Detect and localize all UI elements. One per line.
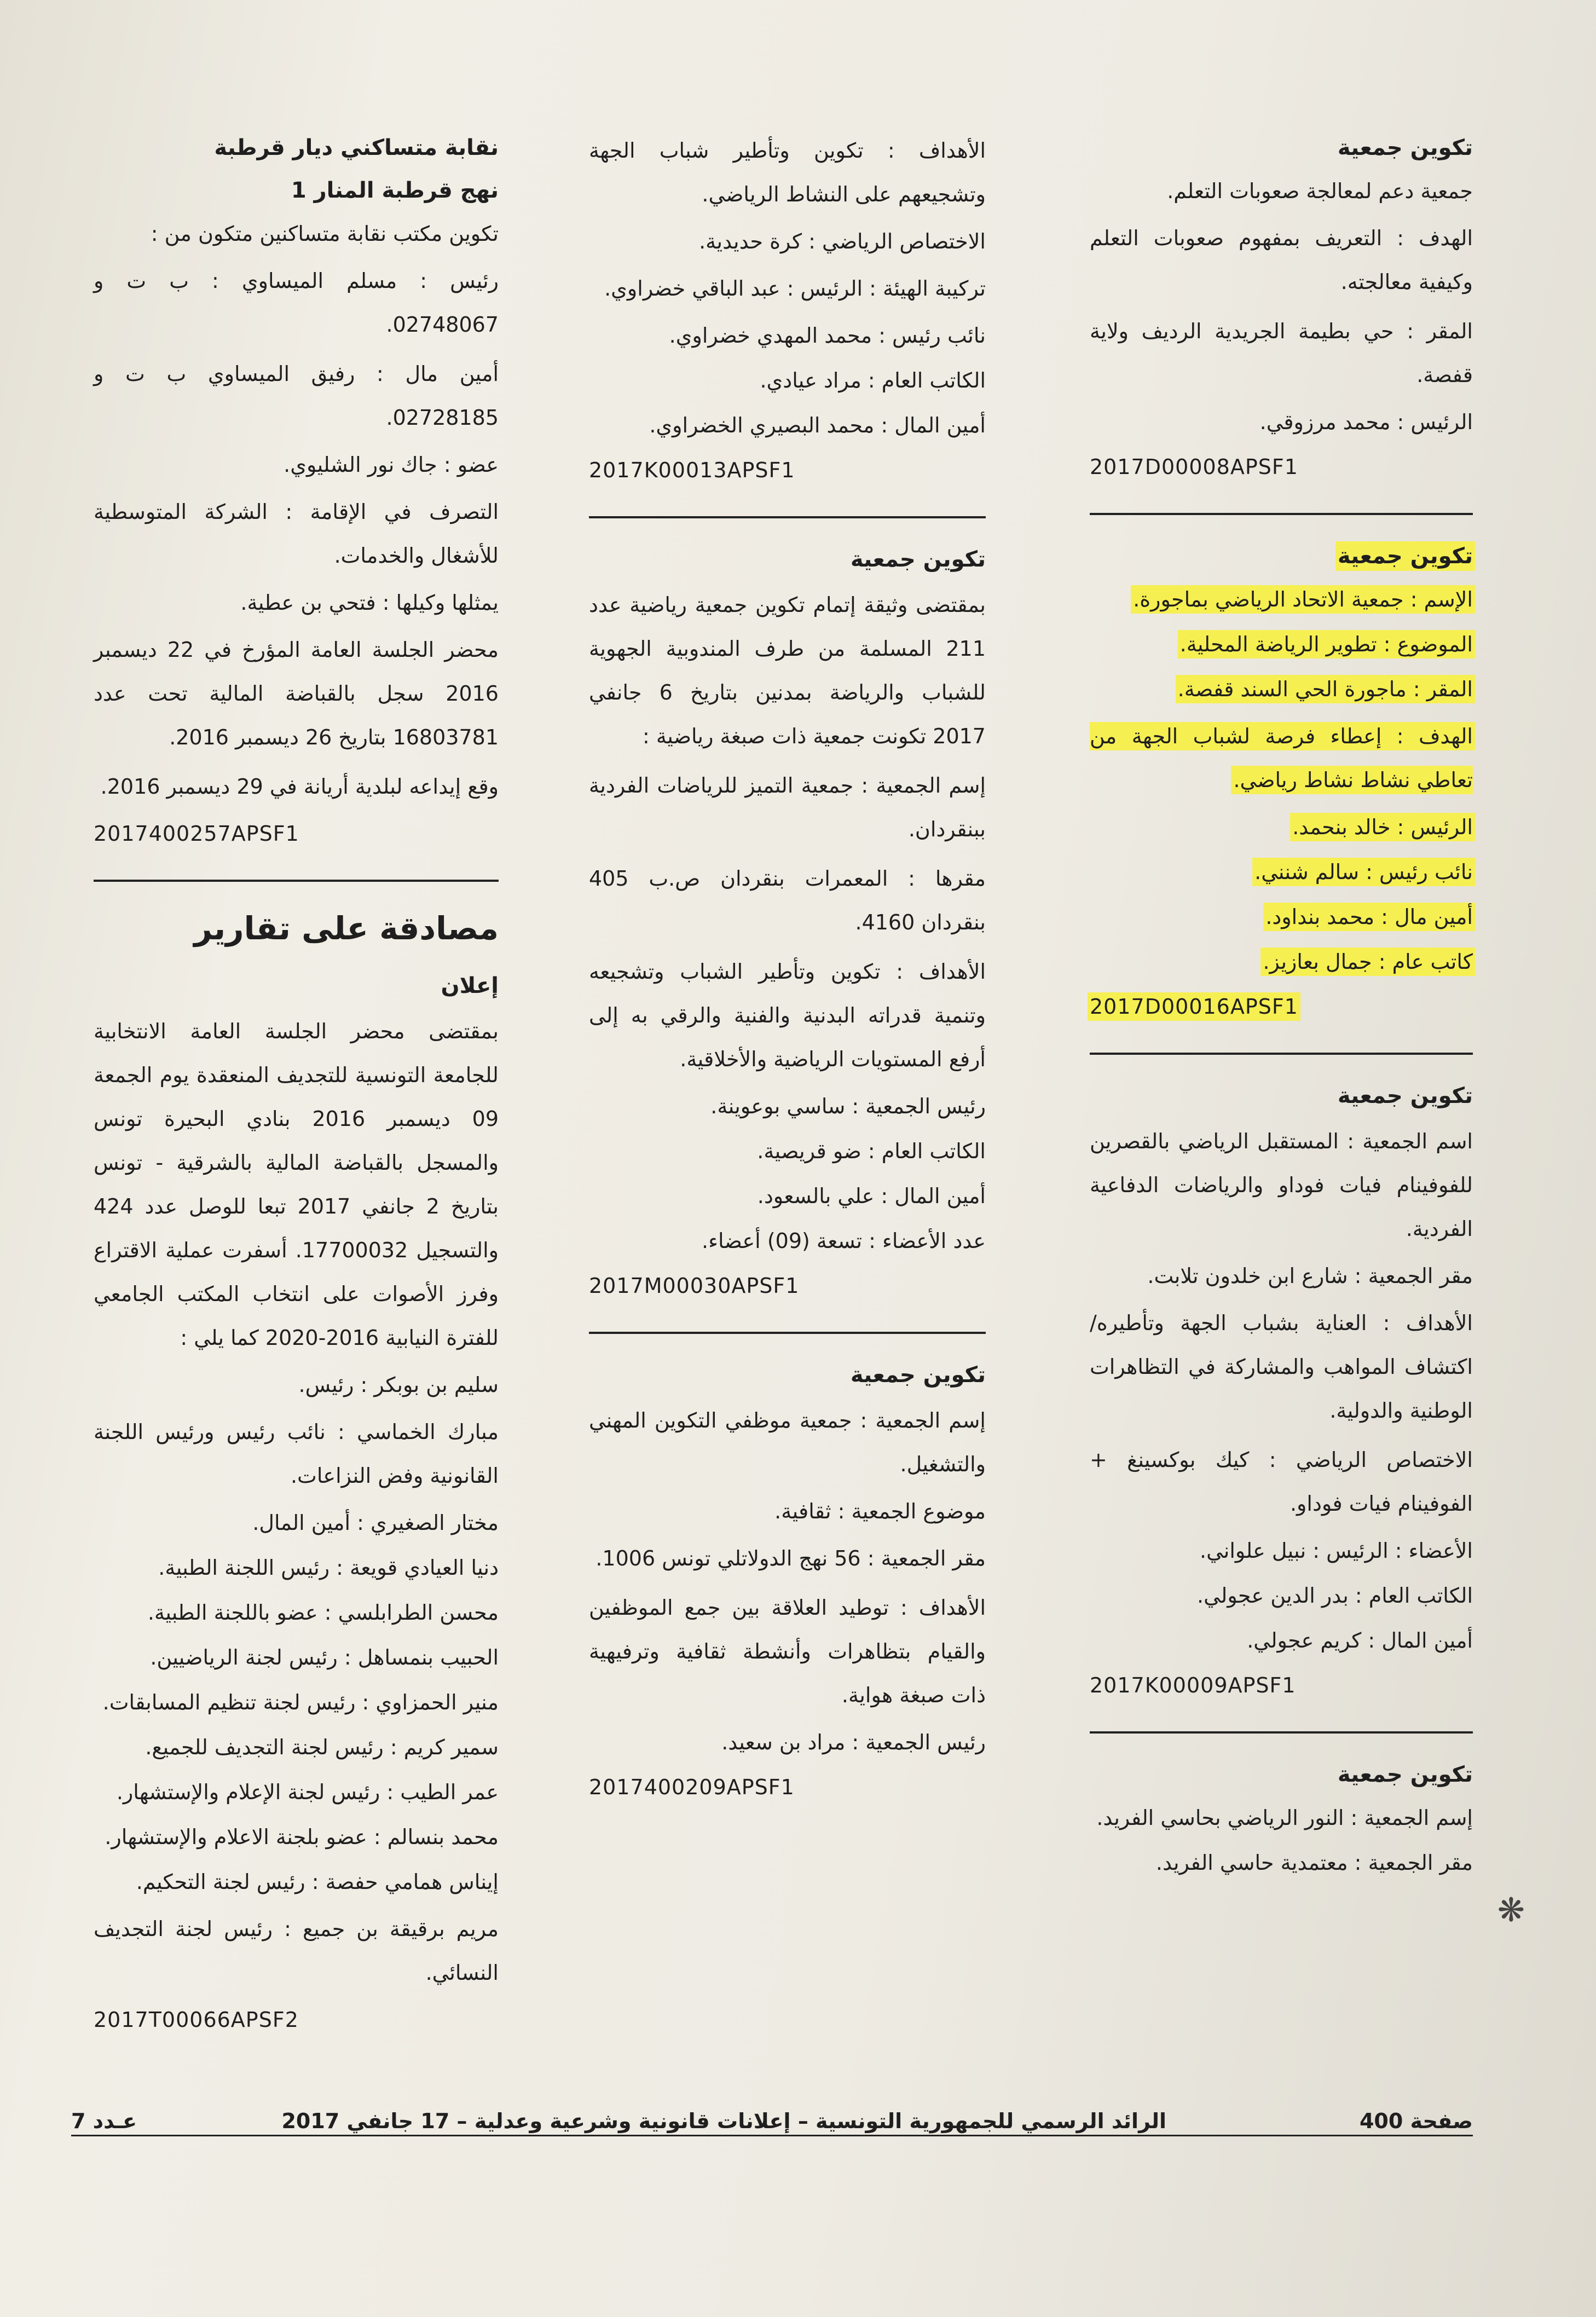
list-item: محمد بنسالم : عضو بلجنة الاعلام والإستشهار. <box>105 1825 499 1849</box>
list-item: سمير كريم : رئيس لجنة التجديف للجميع. <box>145 1735 499 1759</box>
association-name: إسم الجمعية : جمعية التميز للرياضات الفردية ببنقردان. <box>589 773 986 841</box>
block-subtitle: نهج قرطبة المنار 1 <box>291 178 499 203</box>
members-count: عدد الأعضاء : تسعة (09) أعضاء. <box>702 1229 986 1253</box>
reference-code: 2017400209APSF1 <box>589 1775 795 1799</box>
separator <box>1090 1053 1473 1055</box>
left-column <box>94 129 499 2039</box>
block-heading: إعلان <box>441 973 499 998</box>
ink-mark-icon: ❋ <box>1497 1891 1525 1929</box>
list-item: دنيا العيادي قويعة : رئيس اللجنة الطبية. <box>158 1556 499 1580</box>
goal: الهدف : التعريف بمفهوم صعوبات التعلم وكيفية معالجته. <box>1090 226 1473 294</box>
issue-number: عـدد 7 <box>71 2109 137 2133</box>
separator <box>1090 513 1473 515</box>
block-heading: تكوين جمعية <box>850 1362 986 1388</box>
announcement-block <box>94 904 499 2039</box>
block-heading: تكوين جمعية <box>1337 544 1473 569</box>
list-item: إيناس همامي حفصة : رئيس لجنة التحكيم. <box>136 1870 499 1894</box>
members: الأعضاء : الرئيس : نبيل علواني. <box>1200 1539 1473 1563</box>
reference-code: 2017K00013APSF1 <box>589 458 795 482</box>
secretary: الكاتب العام : ضو قريصية. <box>757 1139 986 1163</box>
seat: المقر : حي بطيمة الجريدية الرديف ولاية قفصة. <box>1090 319 1473 387</box>
reference-code: 2017D00008APSF1 <box>1090 455 1298 479</box>
seat: مقر الجمعية : معتمدية حاسي الفريد. <box>1155 1851 1473 1875</box>
middle-column <box>589 129 986 1807</box>
president: الرئيس : خالد بنحمد. <box>1292 815 1473 839</box>
deposit: وقع إيداعه لبلدية أريانة في 29 ديسمبر 2016. <box>100 775 499 799</box>
list-item: منير الحمزاوي : رئيس لجنة تنظيم المسابقات. <box>102 1690 499 1714</box>
block-heading: تكوين جمعية <box>1337 135 1473 160</box>
announcement-block <box>1090 129 1473 487</box>
list-item: مختار الصغيري : أمين المال. <box>252 1511 499 1535</box>
separator <box>1090 1731 1473 1734</box>
president: رئيس الجمعية : مراد بن سعيد. <box>721 1730 986 1754</box>
seat: مقرها : المعمرات بنقردان ص.ب 405 بنقردان 4160. <box>589 866 986 934</box>
list-item: مبارك الخماسي : نائب رئيس ورئيس اللجنة القانونية وفض النزاعات. <box>94 1420 499 1488</box>
association-name: إسم الجمعية : جمعية موظفي التكوين المهني والتشغيل. <box>589 1408 986 1476</box>
intro: بمقتضى محضر الجلسة العامة الانتخابية للجامعة التونسية للتجديف المنعقدة يوم الجمعة 09 ديسمبر 2016 بنادي البحيرة تونس والمسجل بالقباضة المالية بالشرقية - تونس بتاريخ 2 جانفي 2017 تبعا للوصل عدد 424 والتسجيل 17700032. أسفرت عملية الاقتراع وفرز الأصوات على انتخاب المكتب الجامعي للفترة النيابية 2016-2020 كما يلي : <box>94 1019 499 1350</box>
footer-rule <box>71 2135 1473 2136</box>
treasurer: أمين المال : علي بالسعود. <box>757 1184 986 1208</box>
announcement-block <box>1090 1077 1473 1705</box>
goal: الهدف : إعطاء فرصة لشباب الجهة من تعاطي نشاط نشاط رياضي. <box>1090 724 1473 792</box>
reference-code: 2017400257APSF1 <box>94 822 299 846</box>
section-title: مصادقة على تقارير <box>194 910 499 947</box>
reference-code: 2017M00030APSF1 <box>589 1274 800 1298</box>
vice-president: نائب رئيس : سالم شنني. <box>1254 860 1473 884</box>
block-title: نقابة متساكني ديار قرطبة <box>214 135 499 160</box>
block-heading: تكوين جمعية <box>1337 1083 1473 1108</box>
list-item: الحبيب بنمساهل : رئيس لجنة الرياضيين. <box>150 1645 499 1669</box>
seat: مقر الجمعية : 56 نهج الدولاتلي تونس 1006. <box>595 1546 986 1570</box>
secretary: الكاتب العام : بدر الدين عجولي. <box>1197 1584 1473 1608</box>
representative: يمثلها وكيلها : فتحي بن عطية. <box>240 591 499 615</box>
announcement-block <box>589 129 986 490</box>
goals: الأهداف : تكوين وتأطير شباب الجهة وتشجيعهم على النشاط الرياضي. <box>589 138 986 206</box>
intro: تكوين مكتب نقابة متساكنين متكون من : <box>151 222 499 246</box>
list-item: عمر الطيب : رئيس لجنة الإعلام والإستشهار. <box>116 1780 499 1804</box>
association-name: الإسم : جمعية الاتحاد الرياضي بماجورة. <box>1133 587 1473 611</box>
president: الرئيس : محمد مرزوقي. <box>1259 410 1473 434</box>
separator <box>589 516 986 518</box>
treasurer: أمين المال : محمد البصيري الخضراوي. <box>649 413 986 437</box>
minutes: محضر الجلسة العامة المؤرخ في 22 ديسمبر 2016 سجل بالقباضة المالية تحت عدد 16803781 بتاريخ 26 ديسمبر 2016. <box>94 638 499 749</box>
reference-code: 2017K00009APSF1 <box>1090 1673 1296 1697</box>
association-name: اسم الجمعية : المستقبل الرياضي بالقصرين للفوفينام فيات فوداو والرياضات الدفاعية الفردية. <box>1090 1129 1473 1241</box>
specialty: الاختصاص الرياضي : كرة حديدية. <box>699 229 986 253</box>
subject: الموضوع : تطوير الرياضة المحلية. <box>1179 632 1473 656</box>
goals: الأهداف : توطيد العلاقة بين جمع الموظفين والقيام بتظاهرات وأنشطة ثقافية وترفيهية ذات صبغة هواية. <box>589 1596 986 1707</box>
block-heading: تكوين جمعية <box>850 547 986 572</box>
reference-code: 2017D00016APSF1 <box>1090 995 1298 1019</box>
seat: مقر الجمعية : شارع ابن خلدون تلابت. <box>1147 1264 1473 1288</box>
reference-code: 2017T00066APSF2 <box>94 2008 299 2032</box>
disposal: التصرف في الإقامة : الشركة المتوسطية للأشغال والخدمات. <box>94 500 499 568</box>
announcement-block <box>589 540 986 1305</box>
list-item: سليم بن بوبكر : رئيس. <box>298 1373 499 1397</box>
specialty: الاختصاص الرياضي : كيك بوكسينغ + الفوفينام فيات فوداو. <box>1090 1448 1473 1516</box>
treasurer: أمين مال : محمد بنداود. <box>1265 905 1473 929</box>
association-name: إسم الجمعية : النور الرياضي بحاسي الفريد. <box>1096 1806 1473 1830</box>
publication-title: الرائد الرسمي للجمهورية التونسية – إعلانات قانونية وشرعية وعدلية – 17 جانفي 2017 <box>281 2109 1166 2133</box>
board: تركيبة الهيئة : الرئيس : عبد الباقي خضراوي. <box>604 276 986 301</box>
treasurer: أمين مال : رفيق الميساوي ب ت و 02728185. <box>94 362 499 430</box>
list-item: مريم برقيقة بن جميع : رئيس لجنة التجديف النسائي. <box>94 1917 499 1985</box>
announcement-block <box>589 1356 986 1807</box>
subject: موضوع الجمعية : ثقافية. <box>774 1499 986 1523</box>
intro: بمقتضى وثيقة إتمام تكوين جمعية رياضية عدد 211 المسلمة من طرف المندوبية الجهوية للشباب والرياضة بمدنين بتاريخ 6 جانفي 2017 تكونت جمعية ذات صبغة رياضية : <box>589 593 986 748</box>
goals: الأهداف : تكوين وتأطير الشباب وتشجيعه وتنمية قدراته البدنية والفنية والرقي به إلى أرفع المستويات الرياضية والأخلاقية. <box>589 960 986 1071</box>
page-number: صفحة 400 <box>1359 2109 1473 2133</box>
president: رئيس الجمعية : ساسي بوعوينة. <box>710 1094 986 1118</box>
association-name: جمعية دعم لمعالجة صعوبات التعلم. <box>1167 179 1473 203</box>
announcement-block <box>1090 537 1473 1026</box>
right-column <box>1090 129 1473 1888</box>
secretary: الكاتب العام : مراد عيادي. <box>760 368 986 392</box>
treasurer: أمين المال : كريم عجولي. <box>1247 1628 1473 1652</box>
announcement-block <box>1090 1755 1473 1882</box>
goals: الأهداف : العناية بشباب الجهة وتأطيره/ اكتشاف المواهب والمشاركة في التظاهرات الوطنية والدولية. <box>1090 1311 1473 1423</box>
announcement-block <box>94 129 499 853</box>
member: عضو : جاك نور الشليوي. <box>284 453 499 477</box>
secretary: كاتب عام : جمال بعازيز. <box>1263 950 1473 974</box>
vice-president: نائب رئيس : محمد المهدي خضراوي. <box>669 323 986 348</box>
president: رئيس : مسلم الميساوي : ب ت و 02748067. <box>94 269 499 337</box>
block-heading: تكوين جمعية <box>1337 1762 1473 1787</box>
list-item: محسن الطرابلسي : عضو باللجنة الطبية. <box>147 1600 499 1625</box>
separator <box>94 880 499 882</box>
seat: المقر : ماجورة الحي السند قفصة. <box>1177 677 1473 701</box>
separator <box>589 1332 986 1334</box>
